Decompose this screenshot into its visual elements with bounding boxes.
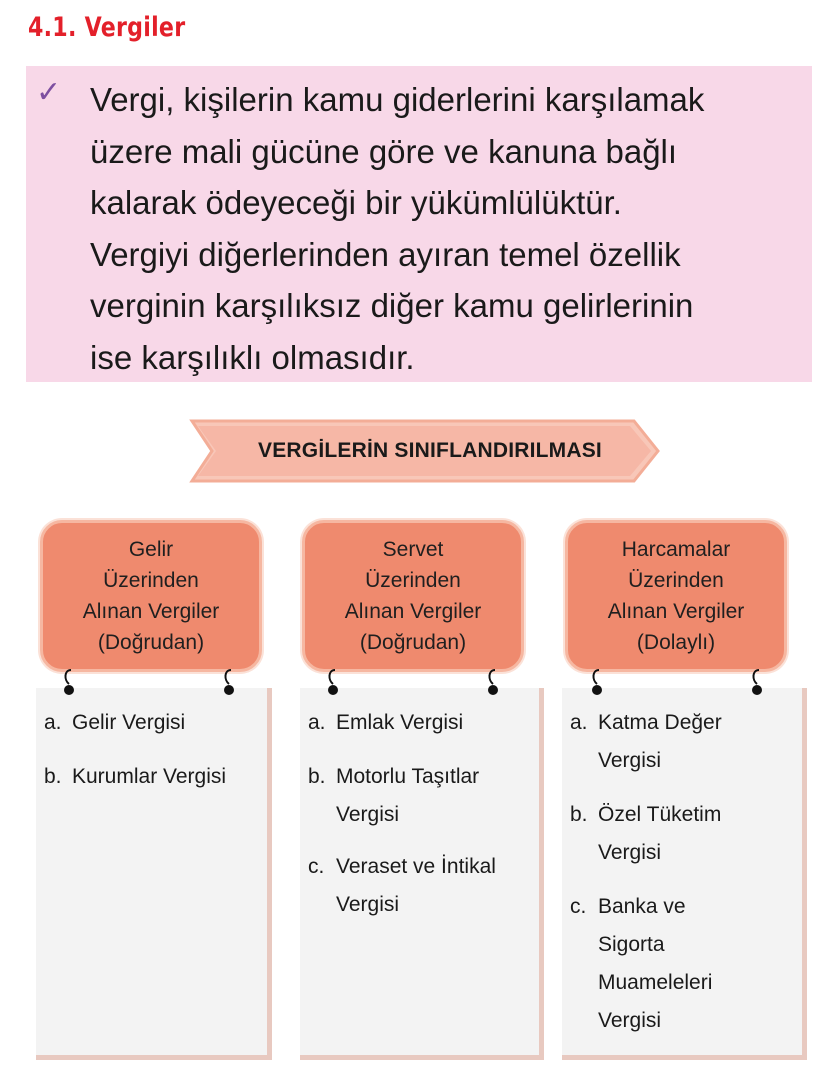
list-panel-income: [36, 688, 272, 1060]
category-head-line: (Dolaylı): [636, 631, 716, 654]
list-item-text: Vergisi: [598, 841, 662, 864]
category-head-line: Üzerinden: [103, 569, 199, 592]
list-item-text: Veraset ve İntikal: [336, 855, 496, 878]
category-head-line: Alınan Vergiler: [82, 600, 220, 623]
list-item-text: Muameleleri: [598, 971, 713, 994]
list-item: [570, 888, 712, 1040]
checkmark-icon: ✓: [36, 76, 62, 109]
list-panel-wealth: [300, 688, 544, 1060]
category-head: [40, 520, 262, 672]
definition-line: kalarak ödeyeceği bir yükümlülüktür.: [90, 184, 622, 221]
list-item: [44, 704, 185, 742]
binder-ring-icon: [486, 668, 500, 698]
list-panel-spending: [562, 688, 807, 1060]
list-marker: b.: [570, 803, 588, 826]
binder-ring-icon: [62, 668, 76, 698]
section-title: 4.1. Vergiler: [28, 12, 186, 43]
list-item-text: Vergisi: [336, 803, 400, 826]
list-marker: a.: [570, 711, 588, 734]
list-item: [308, 848, 496, 924]
definition-line: üzere mali gücüne göre ve kanuna bağlı: [90, 132, 678, 170]
classification-banner: [188, 418, 662, 484]
list-item-text: Kurumlar Vergisi: [72, 765, 227, 788]
category-head-line: Alınan Vergiler: [607, 600, 745, 623]
category-head: [565, 520, 787, 672]
list-item: [44, 758, 226, 796]
list-marker: b.: [308, 765, 326, 788]
list-marker: a.: [308, 711, 326, 734]
list-item: [308, 704, 463, 742]
category-head: [302, 520, 524, 672]
binder-ring-icon: [326, 668, 340, 698]
category-head-line: Alınan Vergiler: [344, 600, 482, 623]
definition-line: Vergiyi diğerlerinden ayıran temel özellik: [90, 235, 681, 273]
list-marker: c.: [308, 855, 325, 878]
list-item-text: Motorlu Taşıtlar: [336, 765, 480, 788]
list-item: [570, 704, 722, 780]
definition-line: Vergi, kişilerin kamu giderlerini karşılamak: [90, 81, 705, 118]
list-item-text: Vergisi: [598, 749, 662, 772]
definition-text: [90, 74, 802, 383]
binder-ring-icon: [590, 668, 604, 698]
list-item-text: Gelir Vergisi: [72, 711, 186, 734]
category-head-line: Gelir: [128, 538, 174, 561]
definition-line: verginin karşılıksız diğer kamu gelirlerinin: [90, 287, 694, 324]
list-item-text: Banka ve: [598, 895, 686, 918]
list-marker: c.: [570, 895, 587, 918]
binder-ring-icon: [222, 668, 236, 698]
list-marker: b.: [44, 765, 62, 788]
list-item-text: Vergisi: [598, 1009, 662, 1032]
list-item-text: Emlak Vergisi: [336, 711, 464, 734]
list-item-text: Katma Değer: [598, 711, 722, 734]
list-marker: a.: [44, 711, 62, 734]
list-item-text: Vergisi: [336, 893, 400, 916]
category-head-line: Üzerinden: [628, 569, 724, 592]
list-item: [570, 796, 721, 872]
category-head-line: (Doğrudan): [359, 631, 467, 654]
category-head-line: Harcamalar: [621, 538, 731, 561]
list-item-text: Özel Tüketim: [598, 803, 722, 826]
category-head-line: Servet: [382, 538, 444, 561]
binder-ring-icon: [750, 668, 764, 698]
category-head-line: (Doğrudan): [97, 631, 205, 654]
list-item: [308, 758, 479, 834]
definition-line: ise karşılıklı olmasıdır.: [90, 338, 415, 376]
category-head-line: Üzerinden: [365, 569, 461, 592]
list-item-text: Sigorta: [598, 933, 665, 956]
banner-title: VERGİLERİN SINIFLANDIRILMASI: [258, 439, 602, 462]
